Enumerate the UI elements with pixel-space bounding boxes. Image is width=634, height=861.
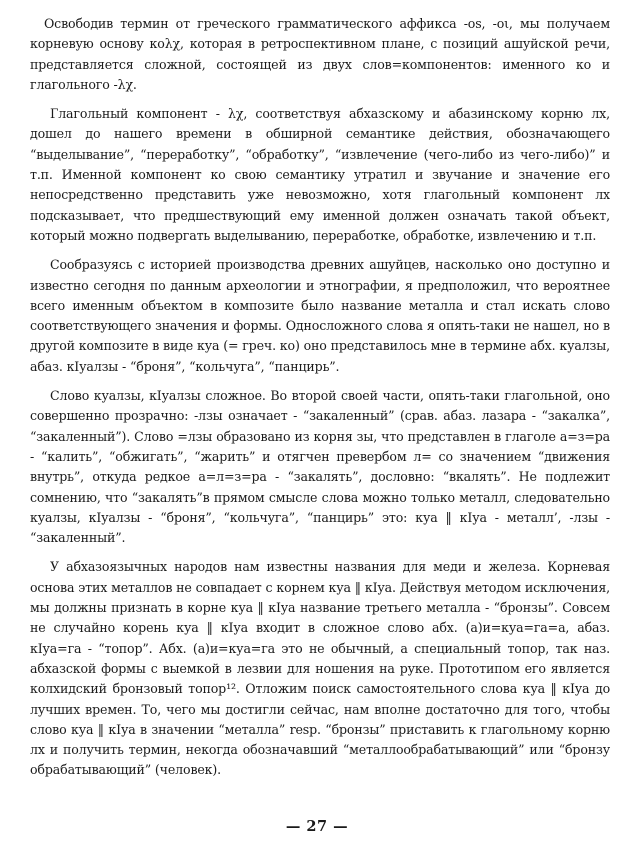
paragraph-5: У абхазоязычных народов нам известны названия для меди и железа. Корневая основа этих металлов не совпадает с корнем куа ‖ кIуа. Действуя методом исключения, мы должны признать в корне куа ‖ кIуа название третьего металла - “бронзы”. Совсем не случайно корень куа ‖ кIуа входит в сложное слово абх. (а)и=куа=га=а, абаз. кIуа=га - “топор”. Абх. (а)и=куа=га это не обычный, а специальный топор, так наз. абхазской формы с выемкой в лезвии для ношения на руке. Прототипом его является колхидский бронзовый топор¹². Отложим поиск самостоятельного слова куа ‖ кIуа до лучших времен. То, чего мы достигли сейчас, нам вполне достаточно для того, чтобы слово куа ‖ кIуа в значении “металла” resp. “бронзы” приставить к глагольному корню лх и получить термин, некогда обозначавший “металлообрабатывающий” или “бронзу обрабатывающий” (человек). bbox=[30, 559, 610, 778]
paragraph-4: Слово куалзы, кIуалзы сложное. Во второй своей части, опять-таки глагольной, оно совершенно прозрачно: -лзы означает - “закаленный” (срав. абаз. лазара - “закалка”, “закаленный”). Слово =лзы образовано из корня зы, что представлен в глаголе а=з=ра - “калить”, “обжигать”, “жарить” и отягчен превербом л= со значением “движения внутрь”, откуда редкое а=л=з=ра - “закалять”, дословно: “вкалять”. Не подлежит сомнению, что “закалять”в прямом смысле слова можно только металл, следовательно куалзы, кIуалзы - “броня”, “кольчуга”, “панцирь” это: куа ‖ кIуа - металл’, -лзы - “закаленный”. bbox=[30, 388, 610, 546]
paragraph-3: Сообразуясь с историей производства древних ашуйцев, насколько оно доступно и известно сегодня по данным археологии и этнографии, я предположил, что вероятнее всего именным объектом в композите было название металла и стал искать слово соответствующего значения и формы. Односложного слова я опять-таки не нашел, но в другой композите в виде куа (= греч. ко) оно представилось мне в термине абх. куалзы, абаз. кIуалзы - “броня”, “кольчуга”, “панцирь”. bbox=[30, 257, 610, 374]
paragraph-2: Глагольный компонент - λχ, соответствуя абхазскому и абазинскому корню лх, дошел до нашего времени в обширной семантике действия, обозначающего “выделывание”, “переработку”, “обработку”, “извлечение (чего-либо из чего-либо)” и т.п. Именной компонент ко свою семантику утратил и звучание и значение его непосредственно представить уже невозможно, хотя глагольный компонент лх подсказывает, что предшествующий ему именной должен означать такой объект, который можно подвергать выделыванию, переработке, обработке, извлечению и т.п. bbox=[30, 106, 610, 243]
paragraph-1: Освободив термин от греческого грамматического аффикса -os, -oι, мы получаем корневую основу коλχ, которая в ретроспективном плане, с позиций ашуйской речи, представляется сложной, состоящей из двух слов=компонентов: именного ко и глагольного -λχ. bbox=[30, 16, 610, 92]
page-number: — 27 — bbox=[285, 818, 349, 835]
